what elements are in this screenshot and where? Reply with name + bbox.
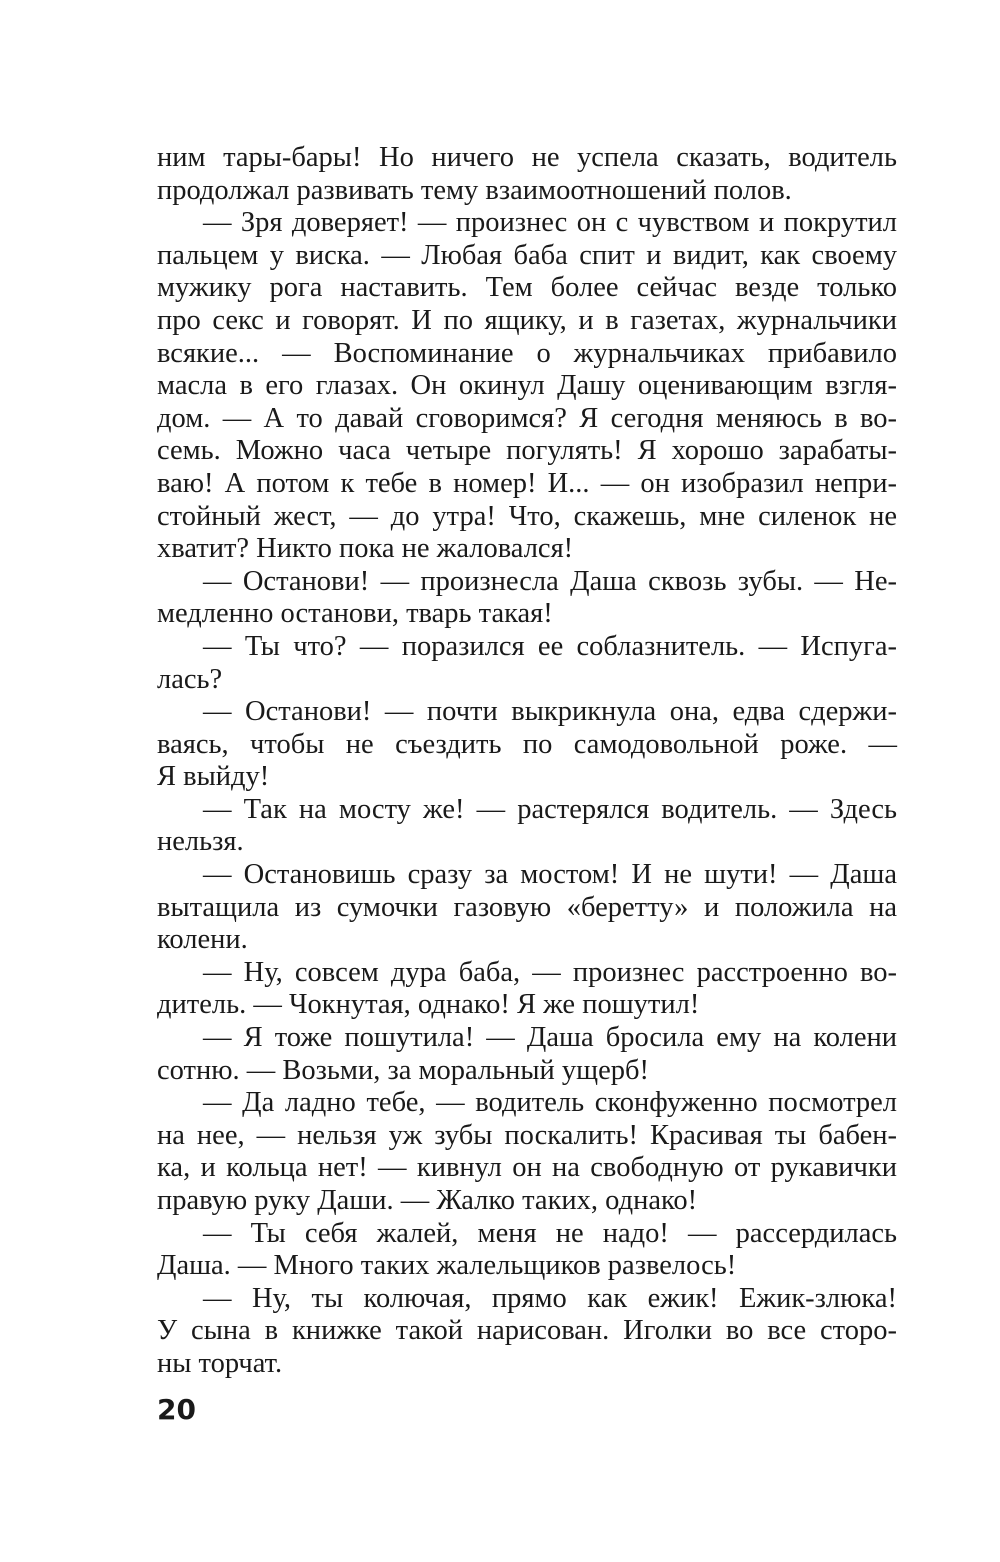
text-line: Даша. — Много таких жалельщиков развелось! (157, 1250, 737, 1282)
text-line: вытащила из сумочки газовую «беретту» и положила на (157, 891, 897, 923)
text-line: семь. Можно часа четыре погулять! Я хорошо зарабаты- (157, 435, 897, 467)
text-line: лась? (157, 663, 223, 695)
text-line: всякие... — Воспоминание о журнальчиках прибавило (157, 337, 897, 369)
text-line: — Так на мосту же! — растерялся водитель. — Здесь (203, 793, 897, 825)
text-line: на нее, — нельзя уж зубы поскалить! Красивая ты бабен- (157, 1119, 897, 1151)
text-line: медленно останови, тварь такая! (157, 598, 553, 630)
text-line: сотню. — Возьми, за моральный ущерб! (157, 1054, 650, 1086)
text-line: — Ну, ты колючая, прямо как ежик! Ежик-злюка! (203, 1282, 897, 1314)
text-line: — Ну, совсем дура баба, — произнес расстроенно во- (203, 956, 897, 988)
text-line: ваю! А потом к тебе в номер! И... — он изобразил непри- (157, 467, 897, 499)
text-line: ваясь, чтобы не съездить по самодовольной роже. — (157, 728, 897, 760)
text-line: — Ты что? — поразился ее соблазнитель. — Испуга- (203, 630, 897, 662)
text-line: — Ты себя жалей, меня не надо! — рассердилась (203, 1217, 897, 1249)
text-line: — Останови! — почти выкрикнула она, едва сдержи- (203, 696, 897, 728)
text-line: дом. — А то давай сговоримся? Я сегодня меняюсь в во- (157, 402, 897, 434)
text-line: — Останови! — произнесла Даша сквозь зубы. — Не- (203, 565, 897, 597)
text-line: — Остановишь сразу за мостом! И не шути! — Даша (203, 859, 897, 891)
text-line: мужику рога наставить. Тем более сейчас везде только (157, 272, 897, 304)
text-line: колени. (157, 924, 248, 956)
text-line: У сына в книжке такой нарисован. Иголки во все сторо- (157, 1315, 897, 1347)
text-line: продолжал развивать тему взаимоотношений полов. (157, 174, 792, 206)
text-line: — Я тоже пошутила! — Даша бросила ему на колени (203, 1022, 897, 1054)
page-number: 20 (157, 1393, 196, 1426)
page-text-body (157, 142, 897, 1381)
text-line: Я выйду! (157, 761, 270, 793)
text-line: — Да ладно тебе, — водитель сконфуженно посмотрел (203, 1087, 897, 1119)
text-line: масла в его глазах. Он окинул Дашу оценивающим взгля- (157, 370, 897, 402)
text-line: стойный жест, — до утра! Что, скажешь, мне силенок не (157, 500, 897, 532)
text-line: — Зря доверяет! — произнес он с чувством и покрутил (203, 207, 897, 239)
text-line: хватит? Никто пока не жаловался! (157, 533, 574, 565)
text-line: дитель. — Чокнутая, однако! Я же пошутил! (157, 989, 700, 1021)
text-line: ны торчат. (157, 1347, 283, 1379)
text-line: про секс и говорят. И по ящику, и в газетах, журнальчики (157, 304, 897, 336)
text-line: правую руку Даши. — Жалко таких, однако! (157, 1185, 698, 1216)
text-line: нельзя. (157, 826, 244, 858)
text-line: ним тары-бары! Но ничего не успела сказать, водитель (157, 142, 897, 173)
text-line: ка, и кольца нет! — кивнул он на свободную от рукавички (157, 1152, 897, 1184)
text-line: пальцем у виска. — Любая баба спит и видит, как своему (157, 239, 897, 271)
